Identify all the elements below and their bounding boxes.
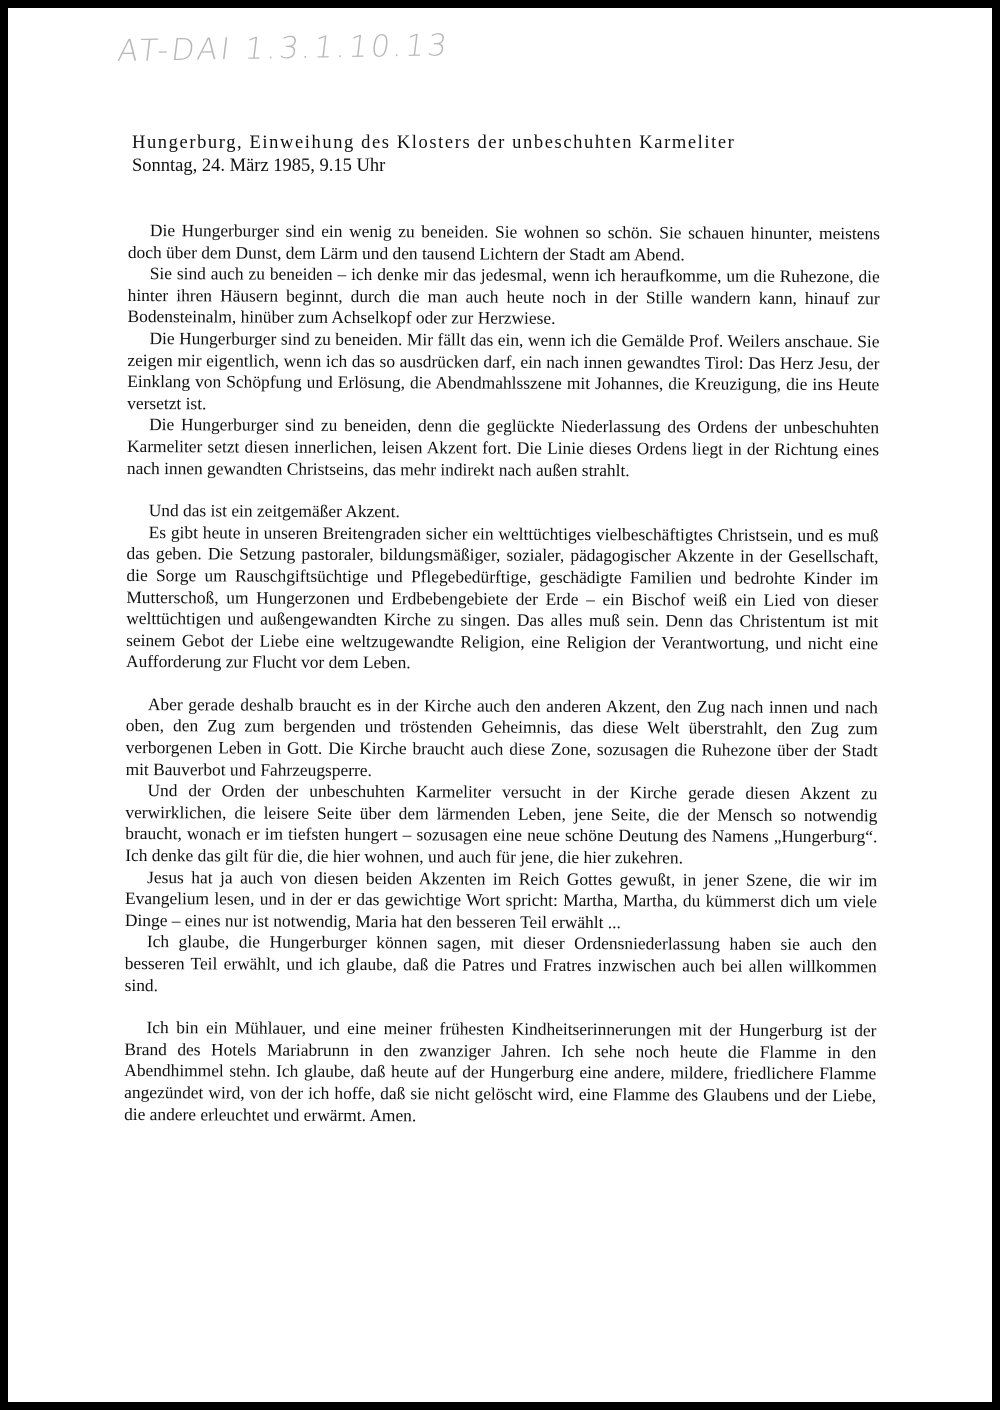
paragraph: Die Hungerburger sind ein wenig zu beneiden. Sie wohnen so schön. Sie schauen hinunter, meistens doch über dem Dunst, dem Lärm und den tausend Lichtern der Stadt am Abend. bbox=[127, 220, 880, 265]
paragraph: Aber gerade deshalb braucht es in der Kirche auch den anderen Akzent, den Zug nach innen und nach oben, den Zug zum bergenden und tröstenden Geheimnis, das diese Welt überstrahlt, den Zug zum verborgenen Leben in Gott. Die Kirche braucht auch diese Zone, sozusagen die Ruhezone über der Stadt mit Bauverbot und Fahrzeugsperre. bbox=[125, 693, 878, 780]
paragraph: Jesus hat ja auch von diesen beiden Akzenten im Reich Gottes gewußt, in jener Szene, die wir im Evangelium lesen, und in der er das gewichtige Wort spricht: Martha, Martha, du kümmerst dich um viele Dinge – eines nur ist notwendig, Maria hat den besseren Teil erwählt ... bbox=[124, 866, 878, 932]
archive-signature-handwritten: AT-DAI 1.3.1.10.13 bbox=[115, 28, 452, 70]
document-date: Sonntag, 24. März 1985, 9.15 Uhr bbox=[132, 156, 386, 176]
paragraph: Und das ist ein zeitgemäßer Akzent. bbox=[148, 500, 400, 522]
document-body bbox=[124, 220, 880, 1128]
document-title: Hungerburg, Einweihung des Klosters der unbeschuhten Karmeliter bbox=[132, 133, 736, 153]
paragraph: Die Hungerburger sind zu beneiden. Mir fällt das ein, wenn ich die Gemälde Prof. Weilers anschaue. Sie zeigen mir eigentlich, wenn ich das so ausdrücken darf, ein nach innen gewandtes Tirol: Das Herz Jesu, der Einklang von Schöpfung und Erlösung, die Abendmahlsszene mit Johannes, die Kreuzigung, die ins Heute versetzt ist. bbox=[127, 328, 880, 414]
paragraph: Es gibt heute in unseren Breitengraden sicher ein welttüchtiges vielbeschäftigtes Christsein, und es muß das geben. Die Setzung pastoraler, bildungsmäßiger, sozialer, pädagogischer Akzente in der Gesellschaft, die Sorge um Rauschgiftsüchtige und Pflegebedürftige, geschädigte Familien und bedrohte Kinder im Mutterschoß, um Hungerzonen und Erdbebengebiete der Erde – ein Bischof weiß ein Lied von dieser welttüchtigen und außengewandten Kirche zu singen. Das alles muß sein. Denn das Christentum ist mit seinem Gebot der Liebe eine weltzugewandte Religion, eine Religion der Verantwortung, und nicht eine Aufforderung zur Flucht vor dem Leben. bbox=[126, 521, 879, 673]
paragraph: Die Hungerburger sind zu beneiden, denn die geglückte Niederlassung des Ordens der unbeschuhten Karmeliter setzt diesen innerlichen, leisen Akzent fort. Die Linie dieses Ordens liegt in der Richtung eines nach innen gewandten Christseins, das mehr indirekt nach außen strahlt. bbox=[126, 414, 880, 480]
document-header bbox=[132, 132, 735, 178]
document-page bbox=[8, 8, 992, 1402]
paragraph: Sie sind auch zu beneiden – ich denke mir das jedesmal, wenn ich heraufkomme, um die Ruhezone, die hinter ihren Häusern beginnt, durch die man auch heute noch in der Stille wandern kann, hinauf zur Bodensteinalm, hinüber zum Achselkopf oder zur Herzwiese. bbox=[127, 263, 880, 329]
paragraph: Und der Orden der unbeschuhten Karmeliter versucht in der Kirche gerade diesen Akzent zu verwirklichen, die leisere Seite über dem lärmenden Leben, jene Seite, die der Mensch so notwendig braucht, wonach er im tiefsten hungert – sozusagen eine neue schöne Deutung des Namens „Hungerburg“. Ich denke das gilt für die, die hier wohnen, und auch für jene, die hier zukehren. bbox=[125, 780, 878, 868]
paragraph: Ich bin ein Mühlauer, und eine meiner frühesten Kindheitserinnerungen mit der Hungerburg ist der Brand des Hotels Mariabrunn in den zwanziger Jahren. Ich sehe noch heute die Flamme in den Abendhimmel stehn. Ich glaube, daß heute auf der Hungerburg eine andere, mildere, friedlichere Flamme angezündet wird, von der ich hoffe, daß sie nicht gelöscht wird, eine Flamme des Glaubens und der Liebe, die andere erleuchtet und erwärmt. Amen. bbox=[124, 1017, 877, 1125]
paragraph: Ich glaube, die Hungerburger können sagen, mit dieser Ordensniederlassung haben sie auch den besseren Teil erwählt, und ich glaube, daß die Patres und Fratres inzwischen auch bei allen willkommen sind. bbox=[124, 931, 877, 995]
